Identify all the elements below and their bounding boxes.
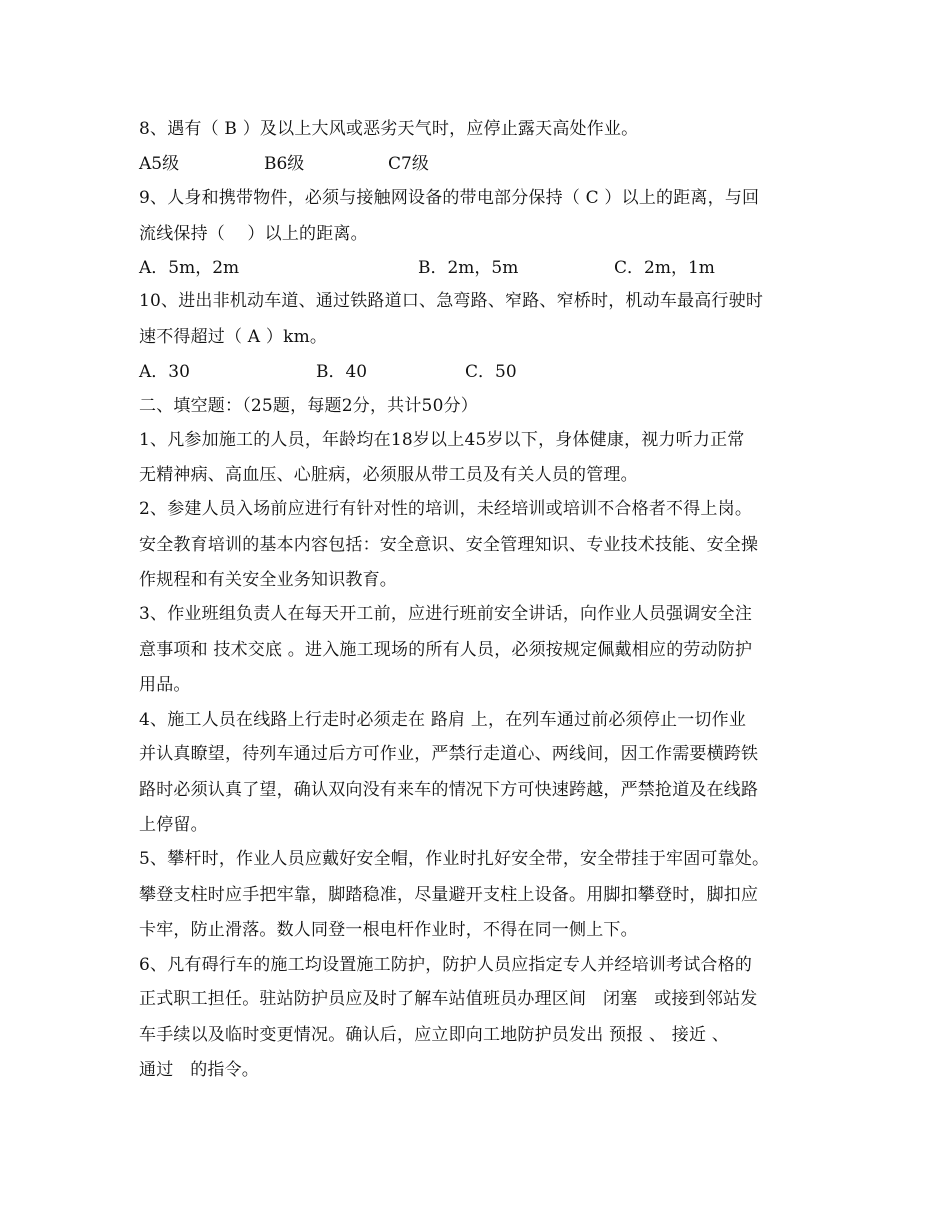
fill-item-3-line-1: 3、作业班组负责人在每天开工前，应进行班前安全讲话，向作业人员强调安全注 (139, 604, 753, 624)
fill-item-6-line-1: 6、凡有碍行车的施工均设置施工防护，防护人员应指定专人并经培训考试合格的 (139, 955, 753, 975)
question-9-options (139, 258, 839, 278)
question-8-option-c: C7级 (388, 154, 429, 174)
fill-item-2-line-2: 安全教育培训的基本内容包括：安全意识、安全管理知识、专业技术技能、安全操 (139, 535, 759, 555)
question-10-stem-line-2: 速不得超过（ A ）km。 (139, 327, 328, 347)
fill-item-5-line-1: 5、攀杆时，作业人员应戴好安全帽，作业时扎好安全带，安全带挂于牢固可靠处。 (139, 849, 770, 869)
fill-item-5-line-2: 攀登支柱时应手把牢靠，脚踏稳准，尽量避开支柱上设备。用脚扣攀登时，脚扣应 (139, 885, 759, 905)
fill-item-6-line-3: 车手续以及临时变更情况。确认后，应立即向工地防护员发出 预报 、 接近 、 (139, 1025, 730, 1045)
fill-item-1-line-2: 无精神病、高血压、心脏病，必须服从带工员及有关人员的管理。 (139, 465, 638, 485)
question-9-option-a: A．5m，2m (139, 258, 240, 278)
fill-item-4-line-4: 上停留。 (139, 815, 208, 835)
section-2-heading: 二、填空题：（25题，每题2分，共计50分） (139, 396, 478, 416)
question-8-options (139, 154, 839, 174)
question-8-option-b: B6级 (264, 154, 305, 174)
question-9-option-c: C．2m，1m (614, 258, 715, 278)
question-9-option-b: B．2m，5m (418, 258, 519, 278)
fill-item-4-line-1: 4、施工人员在线路上行走时必须走在 路肩 上，在列车通过前必须停止一切作业 (139, 710, 747, 730)
question-10-option-a: A．30 (139, 362, 190, 382)
fill-item-4-line-2: 并认真瞭望，待列车通过后方可作业，严禁行走道心、两线间，因工作需要横跨铁 (139, 744, 759, 764)
question-8-option-a: A5级 (139, 154, 180, 174)
fill-item-2-line-3: 作规程和有关安全业务知识教育。 (139, 570, 397, 590)
fill-item-1-line-1: 1、凡参加施工的人员，年龄均在18岁以上45岁以下，身体健康，视力听力正常 (139, 430, 745, 450)
fill-item-5-line-3: 卡牢，防止滑落。数人同登一根电杆作业时，不得在同一侧上下。 (139, 920, 638, 940)
question-10-stem-line-1: 10、进出非机动车道、通过铁路道口、急弯路、窄路、窄桥时，机动车最高行驶时 (139, 291, 764, 311)
question-10-option-b: B．40 (316, 362, 368, 382)
fill-item-3-line-3: 用品。 (139, 675, 191, 695)
question-8-stem: 8、遇有（ B ）及以上大风或恶劣天气时，应停止露天高处作业。 (139, 119, 639, 139)
fill-item-4-line-3: 路时必须认真了望，确认双向没有来车的情况下方可快速跨越，严禁抢道及在线路 (139, 780, 759, 800)
fill-item-2-line-1: 2、参建人员入场前应进行有针对性的培训，未经培训或培训不合格者不得上岗。 (139, 499, 753, 519)
fill-item-6-line-2: 正式职工担任。驻站防护员应及时了解车站值班员办理区间 闭塞 或接到邻站发 (139, 989, 758, 1009)
question-10-option-c: C．50 (465, 362, 517, 382)
question-10-options (139, 362, 839, 382)
question-9-stem-line-2: 流线保持（ ）以上的距离。 (139, 224, 368, 244)
question-9-stem-line-1: 9、人身和携带物件，必须与接触网设备的带电部分保持（ C ）以上的距离，与回 (139, 188, 760, 208)
fill-item-3-line-2: 意事项和 技术交底 。进入施工现场的所有人员，必须按规定佩戴相应的劳动防护 (139, 640, 753, 660)
fill-item-6-line-4: 通过 的指令。 (139, 1060, 260, 1080)
